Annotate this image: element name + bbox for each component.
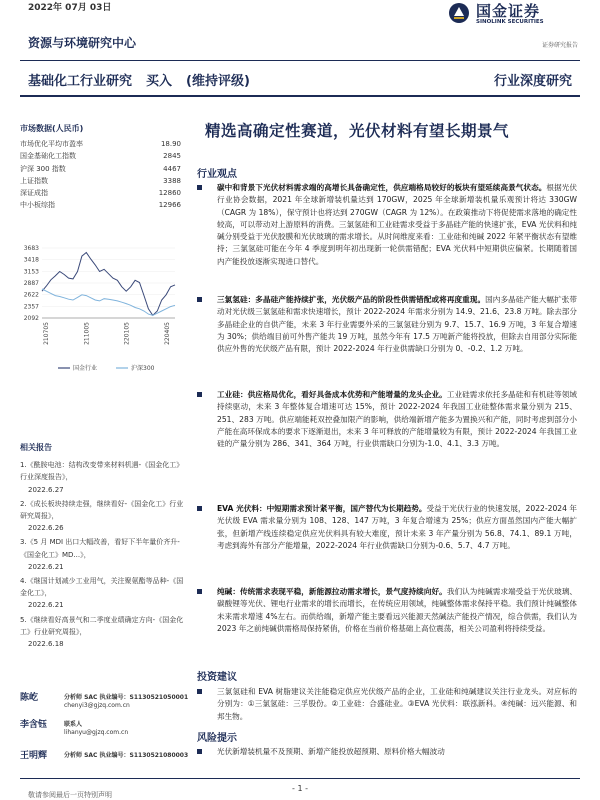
y-tick-label: 2887 bbox=[23, 280, 39, 287]
invest-paragraph: 三氯氢硅和 EVA 树脂建议关注能稳定供应光伏级产品的企业，工业硅和纯碱建议关注行业龙头。对应标的分别为：①三氯氢硅：三孚股份。②工业硅：合盛硅业。③EVA 光伏料：联泓新科。④纯碱：远兴能源、和邦生物。 bbox=[197, 686, 577, 723]
market-row: 国金基础化工指数 2845 bbox=[20, 152, 181, 161]
report-item: 2.《成长板块持续走强，继续看好-《国金化工》行业研究周报》， 2022.6.26 bbox=[20, 499, 184, 533]
logo-icon bbox=[448, 2, 470, 24]
header-divider bbox=[20, 60, 580, 61]
y-tick-label: 3418 bbox=[23, 256, 39, 264]
section-heading: 投资建议 bbox=[197, 672, 237, 683]
report-item: 1.《酰胺电池：结构改变带来材料机遇-《国金化工》行业深度报告》， 2022.6.27 bbox=[20, 461, 184, 494]
bullet-icon bbox=[197, 185, 202, 190]
index-chart bbox=[20, 240, 185, 380]
report-item: 4.《继国计划减少工业用气，关注聚氨酯等品种-《国金化工》， 2022.6.21 bbox=[20, 577, 184, 610]
market-row: 市场优化平均市盈率 18.90 bbox=[20, 140, 181, 148]
analyst-card: 陈屹 分析师 SAC 执业编号：S1130521050001 chenyi3@gjzq.com.cn bbox=[20, 693, 189, 709]
x-tick-label: 220405 bbox=[164, 322, 171, 345]
rating-status: (维持评级) bbox=[186, 74, 250, 89]
page-number: - 1 - bbox=[292, 784, 308, 793]
viewpoint-paragraph: 三氯氢硅：多晶硅产能持续扩张，光伏级产品的阶段性供需错配或将再度重现。国内多晶硅产能大幅扩张带动对光伏级三氯氢硅和需求快速增长，预计 2022-2024 年需求分别为 14.9、21.6、23.8 万吨。除去部分多晶硅企业的自供产能，未来 3 年行业需要外采的三氯氢硅分别为 9.7、15.7、16.9 万吨，3 年复合增速为 30%；供给端目前可外售产能共 19 万吨，虽然今年有 17.5 万吨新产能将投放，但除去自用部分实际能供应外售的光伏级产品有限，预计 2022-2024 年行业供需缺口分别为 0、-0.2、1.2 万吨。 bbox=[197, 294, 577, 355]
disclaimer-note: 敬请参阅最后一页特别声明 bbox=[28, 791, 112, 799]
industry-heading bbox=[28, 70, 264, 89]
section-heading: 风险提示 bbox=[197, 733, 237, 744]
report-title: 精选高确定性赛道，光伏材料有望长期景气 bbox=[205, 122, 510, 140]
market-row: 中小板综指 12966 bbox=[20, 201, 181, 210]
logo-english: SINOLINK SECURITIES bbox=[476, 19, 544, 25]
y-tick-label: 3153 bbox=[23, 268, 39, 276]
viewpoint-paragraph: 纯碱：传统需求表现平稳，新能源拉动需求增长，景气度持续向好。我们认为纯碱需求端受益于光伏玻璃、碳酸锂等光伏、锂电行业需求的增长而增长，在传统应用领域，纯碱整体需求保持平稳。我们预计纯碱整体未来需求增速 4%左右。而供给端，新增产能主要看远兴能源天然碱法产能投产情况，综合供需，我们认为 2023 年之前纯碱供需格局保持紧俏，价格在当前价格基础上高位震荡，相关公司盈利将持续受益。 bbox=[197, 586, 577, 635]
bullet-icon bbox=[197, 297, 202, 302]
bullet-icon bbox=[197, 506, 202, 511]
x-tick-label: 220105 bbox=[123, 322, 131, 345]
report-item: 5.《继续看好高景气和二季度业绩确定方向-《国金化工》行业研究周报》， 2022.6.18 bbox=[20, 615, 184, 649]
series-line bbox=[42, 289, 175, 315]
market-row: 沪深 300 指数 4467 bbox=[20, 164, 181, 173]
viewpoint-paragraph: 碳中和背景下光伏材料需求端的高增长具备确定性，供应端格局较好的板块有望延续高景气状态。根据光伏行业协会数据，2021 年全球新增装机量达到 170GW，2025 年全球新增装机量乐观预计将达 330GW（CAGR 为 18%），保守预计也将达到 270GW（CAGR 为 12%）。在政策推动下将促使需求落地的确定性较高，可以带动对上游原料的消费。三氯氢硅和工业硅需求受益于多晶硅产能的快速扩张，EVA 光伏料和纯碱分别受益于光伏胶膜和光伏玻璃的需求增长。从时间维度来看：工业硅和纯碱 2022 年紧平衡状态有望维持；三氯氢硅可能在今年 4 季度到明年初出现新一轮供需错配；EVA 光伏料中短期供应偏紧。长期随着国内产能投放逐渐实现进口替代。 bbox=[197, 182, 577, 268]
risk-paragraph: 光伏新增装机量不及预期、新增产能投放超预期、原料价格大幅波动 bbox=[197, 746, 577, 758]
y-tick-label: 2357 bbox=[23, 303, 39, 311]
market-row: 上证指数 3388 bbox=[20, 176, 181, 185]
analyst-card: 李含钰 联系人 lihanyu@gjzq.com.cn bbox=[20, 720, 129, 736]
rating-buy: 买入 bbox=[146, 74, 173, 89]
bullet-icon bbox=[197, 749, 202, 754]
report-date: 2022年 07月 03日 bbox=[28, 3, 112, 13]
x-tick-label: 211005 bbox=[83, 322, 91, 345]
series-line bbox=[42, 253, 175, 316]
industry-report: 基础化工行业研究 bbox=[28, 74, 133, 89]
legend-label: 沪深300 bbox=[131, 365, 155, 372]
viewpoint-paragraph: 工业硅：供应格局优化，看好具备成本优势和产能增量的龙头企业。工业硅需求依托多晶硅和有机硅等领域持续驱动，未来 3 年整体复合增速可达 15%，预计 2022-2024 年我国工业硅整体需求量分别为 215、251、283 万吨。供应端能耗双控叠加限产的影响，供给端新增产能多为置换兴和产能，同时考虑到部分小产能在高环保成本的要求下逐渐退出，未来 3 年可释放的产能增量较为有限，预计 2022-2024 年我国工业硅的产量分别为 286、341、364 万吨，行业供需缺口分别为-1.0、4.1、3.3 万吨。 bbox=[197, 389, 577, 450]
footer-divider bbox=[20, 778, 580, 779]
y-tick-label: 2092 bbox=[23, 315, 39, 322]
bullet-icon bbox=[197, 589, 202, 594]
report-item: 3.《5 月 MDI 出口大幅改善，看好下半年量价齐升-《国金化工》MD...》， 2022.6.21 bbox=[20, 538, 180, 571]
market-data-title: 市场数据(人民币) bbox=[20, 124, 84, 133]
report-type: 行业深度研究 bbox=[493, 74, 572, 89]
related-reports bbox=[20, 442, 190, 652]
market-row: 深证成指 12860 bbox=[20, 189, 181, 198]
legend-label: 国金行业 bbox=[73, 365, 98, 372]
market-data bbox=[20, 123, 185, 212]
bullet-icon bbox=[197, 392, 202, 397]
title-divider bbox=[20, 95, 580, 97]
logo-name: 国金证券 bbox=[476, 2, 541, 20]
analyst-card: 王明辉 分析师 SAC 执业编号：S1130521080003 bbox=[20, 751, 189, 761]
bullet-icon bbox=[197, 689, 202, 694]
research-center: 资源与环境研究中心 bbox=[28, 36, 137, 50]
tagline: 证券研究报告 bbox=[541, 42, 578, 49]
company-logo bbox=[448, 0, 578, 34]
y-tick-label: 3683 bbox=[23, 245, 39, 252]
related-reports-title: 相关报告 bbox=[20, 443, 52, 452]
y-tick-label: 2622 bbox=[23, 291, 39, 299]
viewpoint-paragraph: EVA 光伏料：中短期需求预计紧平衡，国产替代为长期趋势。受益于光伏行业的快速发展，2022-2024 年光伏级 EVA 需求量分别为 108、128、147 万吨，3 年复合增速为 25%；供应方面虽然国内产能大幅扩张，但新增产线连续稳定供应光伏料具有较大难度，预计未来 3 年产量分别为 56.8、74.1、89.1 万吨，考虑到海外有部分产能增量，2022-2024 年行业供需缺口分别为-0.6、5.7、4.7 万吨。 bbox=[197, 503, 577, 552]
section-heading: 行业观点 bbox=[197, 169, 237, 180]
x-tick-label: 210705 bbox=[43, 322, 50, 345]
